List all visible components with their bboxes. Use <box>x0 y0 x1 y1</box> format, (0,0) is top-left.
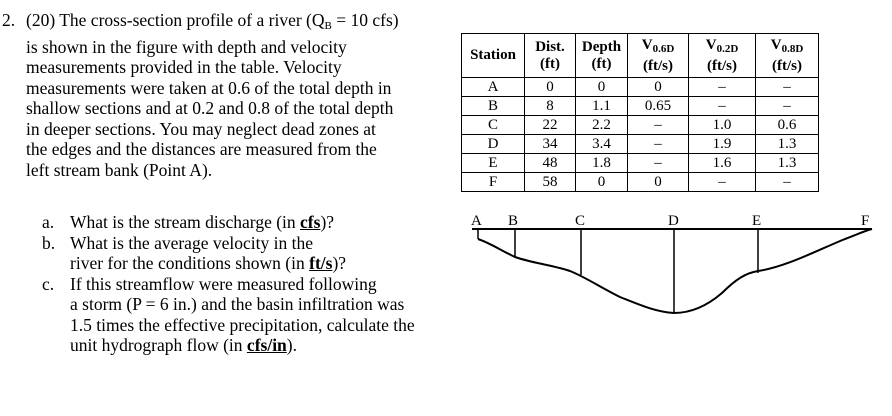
problem-line: in deeper sections. You may neglect dead zones at <box>26 118 376 139</box>
table-cell: 1.3 <box>756 154 819 173</box>
table-cell: A <box>462 78 525 97</box>
problem-text <box>26 10 442 180</box>
problem-number: 2. <box>2 10 16 30</box>
question-b: b. What is the average velocity in the river for the conditions shown (in ft/s)? <box>42 232 347 273</box>
table-cell: – <box>756 78 819 97</box>
table-cell: – <box>689 78 756 97</box>
problem-statement <box>2 10 442 180</box>
table-row <box>462 173 819 192</box>
table-cell: – <box>628 154 689 173</box>
table-cell: 1.8 <box>576 154 628 173</box>
table-cell: 2.2 <box>576 116 628 135</box>
table-cell: – <box>689 97 756 116</box>
table-cell: 1.1 <box>576 97 628 116</box>
header-v06d: $V_{0.6D}$ (ft/s) <box>628 34 689 78</box>
table-row <box>462 78 819 97</box>
question-a: a. What is the stream discharge (in cfs)? <box>42 212 335 232</box>
table-cell: B <box>462 97 525 116</box>
table-cell: 0.65 <box>628 97 689 116</box>
table-cell: F <box>462 173 525 192</box>
table-cell: 1.6 <box>689 154 756 173</box>
header-v08d: $V_{0.8D}$ (ft/s) <box>756 34 819 78</box>
table-cell: 34 <box>525 135 576 154</box>
measurement-table <box>461 33 819 192</box>
table-cell: 0 <box>576 78 628 97</box>
table-cell: 1.3 <box>756 135 819 154</box>
table-cell: C <box>462 116 525 135</box>
river-cross-section-diagram <box>460 205 880 355</box>
table-cell: 0 <box>576 173 628 192</box>
riverbed-profile <box>478 229 872 313</box>
table-cell: D <box>462 135 525 154</box>
table-cell: 1.0 <box>689 116 756 135</box>
table-cell: E <box>462 154 525 173</box>
problem-line: measurements provided in the table. Velocity <box>26 57 342 77</box>
station-label-b: B <box>508 213 519 229</box>
station-label-a: A <box>471 213 482 229</box>
problem-line: shallow sections and at 0.2 and 0.8 of the total depth <box>26 98 394 118</box>
problem-line-1: (20) The cross-section profile of a river ($Q_B = 10$ cfs) <box>26 10 399 32</box>
table-cell: 1.9 <box>689 135 756 154</box>
table-cell: – <box>628 116 689 135</box>
table-cell: 0.6 <box>756 116 819 135</box>
table-cell: 22 <box>525 116 576 135</box>
table-row <box>462 135 819 154</box>
table-cell: 48 <box>525 154 576 173</box>
table-cell: – <box>628 135 689 154</box>
table-cell: 0 <box>628 173 689 192</box>
table-cell: – <box>756 173 819 192</box>
header-station: Station <box>462 34 525 78</box>
problem-line: is shown in the figure with depth and velocity <box>26 36 347 57</box>
table-cell: 8 <box>525 97 576 116</box>
problem-line: left stream bank (Point A). <box>26 159 213 180</box>
station-label-e: E <box>752 213 762 229</box>
table-cell: 0 <box>628 78 689 97</box>
problem-line: measurements were taken at 0.6 of the total depth in <box>26 77 392 98</box>
station-label-f: F <box>861 213 870 229</box>
table-header-row <box>462 34 819 78</box>
header-v02d: $V_{0.2D}$ (ft/s) <box>689 34 756 78</box>
table-cell: 0 <box>525 78 576 97</box>
station-label-c: C <box>575 213 586 229</box>
table-cell: – <box>756 97 819 116</box>
problem-line: the edges and the distances are measured from the <box>26 139 377 159</box>
table-cell: 58 <box>525 173 576 192</box>
station-label-d: D <box>668 213 679 229</box>
header-depth: Depth (ft) <box>576 34 628 78</box>
table-row <box>462 97 819 116</box>
table-row <box>462 116 819 135</box>
table-cell: – <box>689 173 756 192</box>
table-row <box>462 154 819 173</box>
header-distance: Dist. (ft) <box>525 34 576 78</box>
question-c: c. If this streamflow were measured following a storm (P = 6 in.) and the basin infiltration was 1.5 times the effective precipitation, calculate the unit hydrograph flow (in cfs/in). <box>42 273 415 355</box>
table-cell: 3.4 <box>576 135 628 154</box>
question-list <box>42 212 462 356</box>
